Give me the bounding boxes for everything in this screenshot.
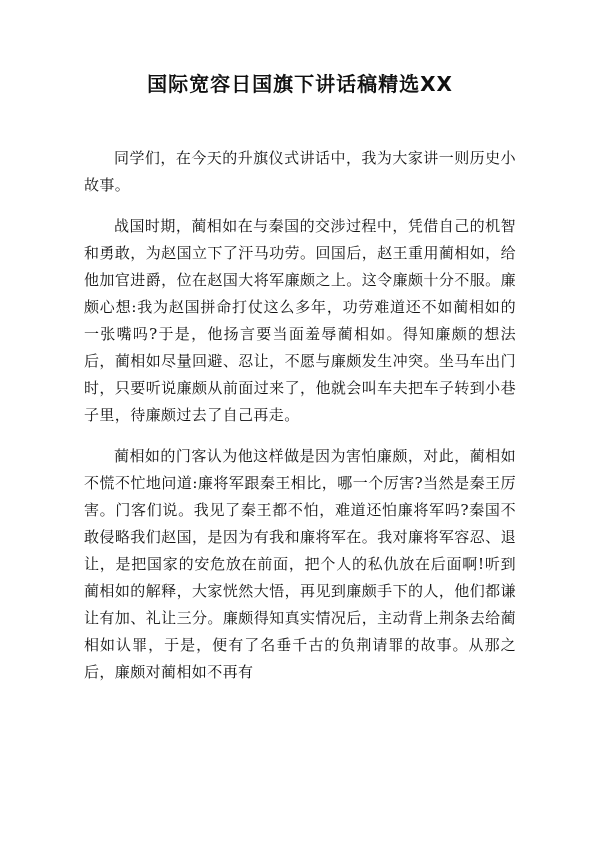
document-body: [84, 145, 516, 700]
paragraph-story: 战国时期，蔺相如在与秦国的交涉过程中，凭借自己的机智和勇敢，为赵国立下了汗马功劳。回国后，赵王重用蔺相如，给他加官进爵，位在赵国大将军廉颇之上。这令廉颇十分不服。廉颇心想:我为赵国拼命打仗这么多年，功劳难道还不如蔺相如的一张嘴吗?于是，他扬言要当面羞辱蔺相如。得知廉颇的想法后，蔺相如尽量回避、忍让，不愿与廉颇发生冲突。坐马车出门时，只要听说廉颇从前面过来了，他就会叫车夫把车子转到小巷子里，待廉颇过去了自己再走。: [84, 217, 516, 424]
document-title: 国际宽容日国旗下讲话稿精选XX: [147, 72, 453, 96]
paragraph-intro: 同学们，在今天的升旗仪式讲话中，我为大家讲一则历史小故事。: [84, 149, 516, 194]
paragraph-explanation: 蔺相如的门客认为他这样做是因为害怕廉颇，对此，蔺相如不慌不忙地问道:廉将军跟秦王相比，哪一个厉害?当然是秦王厉害。门客们说。我见了秦王都不怕，难道还怕廉将军吗?秦国不敢侵略我们赵国，是因为有我和廉将军在。我对廉将军容忍、退让，是把国家的安危放在前面，把个人的私仇放在后面啊!听到蔺相如的解释，大家恍然大悟，再见到廉颇手下的人，他们都谦让有加、礼让三分。廉颇得知真实情况后，主动背上荆条去给蔺相如认罪，于是，便有了名垂千古的负荆请罪的故事。从那之后，廉颇对蔺相如不再有: [84, 447, 516, 681]
